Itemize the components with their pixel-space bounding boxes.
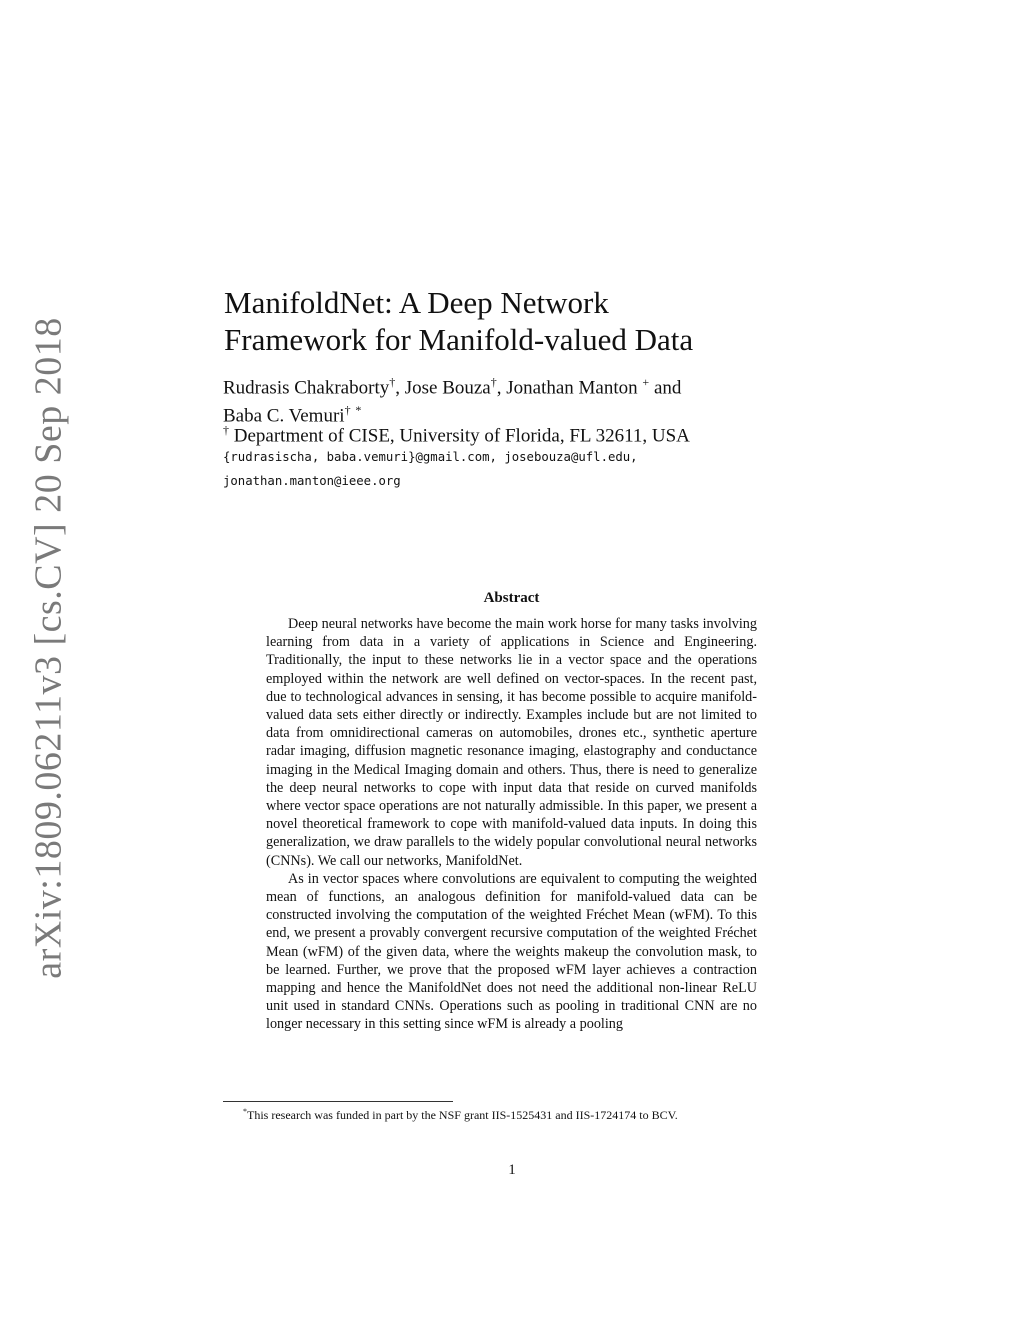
author-name: Jose Bouza [404, 377, 491, 399]
abstract-heading: Abstract [483, 590, 540, 606]
footnote-divider [223, 1101, 453, 1102]
affiliation [223, 419, 783, 447]
title-line-1: ManifoldNet: A Deep Network [224, 285, 609, 320]
author-name: Rudrasis Chakraborty [223, 377, 390, 399]
author-name: Baba C. Vemuri [223, 405, 345, 427]
paper-title [224, 284, 824, 358]
abstract-body [266, 615, 757, 1034]
abstract-paragraph-2: As in vector spaces where convolutions are equivalent to computing the weighted mean of functions, an analogous definition for manifold-valued data can be constructed involving the computation of the weighted Fréchet Mean (wFM). To this end, we present a provably convergent recursive computation of the weighted Fréchet Mean (wFM) of the given data, where the weights makeup the convolution mask, to be learned. Further, we prove that the proposed wFM layer achieves a contraction mapping and hence the ManifoldNet does not need the additional non-linear ReLU unit used in standard CNNs. Operations such as pooling in traditional CNN are no longer necessary in this setting since wFM is already a pooling [266, 870, 757, 1033]
footnote-text: This research was funded in part by the NSF grant IIS-1525431 and IIS-1724174 to BCV. [247, 1108, 678, 1122]
email-line-2: jonathan.manton@ieee.org [223, 474, 401, 488]
footnote-mark: * [243, 1107, 247, 1116]
affiliation-mark: † [223, 423, 229, 437]
affiliation-mark: † [389, 375, 396, 389]
author-list: Rudrasis Chakraborty†, Jose Bouza†, Jonathan Manton + and Baba C. Vemuri† * [223, 375, 682, 427]
abstract-paragraph-1: Deep neural networks have become the main work horse for many tasks involving learning from data in a variety of applications in Science and Engineering. Traditionally, the input to these networks lie in a vector space and the operations employed within the network are well defined on vector-spaces. In the recent past, due to technological advances in sensing, it has become possible to acquire manifold-valued data sets either directly or indirectly. Examples include but are not limited to data from omnidirectional cameras on automobiles, drones etc., synthetic aperture radar imaging, diffusion magnetic resonance imaging, elastography and conductance imaging in the Medical Imaging domain and others. Thus, there is need to generalize the deep neural networks to cope with input data that reside on curved manifolds where vector space operations are not naturally admissible. In this paper, we present a novel theoretical framework to cope with manifold-valued data inputs. In doing this generalization, we draw parallels to the widely popular convolutional neural networks (CNNs). We call our networks, ManifoldNet. [266, 616, 757, 869]
title-line-2: Framework for Manifold-valued Data [224, 322, 694, 357]
affiliation-mark: † [490, 375, 497, 389]
arxiv-stamp-text: arXiv:1809.06211v3 [cs.CV] 20 Sep 2018 [28, 316, 71, 979]
affiliation-mark: † [344, 403, 351, 418]
page-number: 1 [508, 1162, 516, 1178]
footnote [223, 1104, 823, 1123]
affiliation-text: Department of CISE, University of Florida, FL 32611, USA [233, 425, 690, 447]
affiliation-mark: + [642, 375, 650, 389]
author-name: Jonathan Manton [506, 377, 638, 399]
email-line-1: {rudrasischa, baba.vemuri}@gmail.com, josebouza@ufl.edu, [223, 450, 638, 464]
author-conjunction: and [653, 377, 682, 399]
author-emails [223, 445, 783, 493]
footnote-mark: * [355, 403, 362, 418]
arxiv-identifier-stamp [20, 316, 78, 979]
